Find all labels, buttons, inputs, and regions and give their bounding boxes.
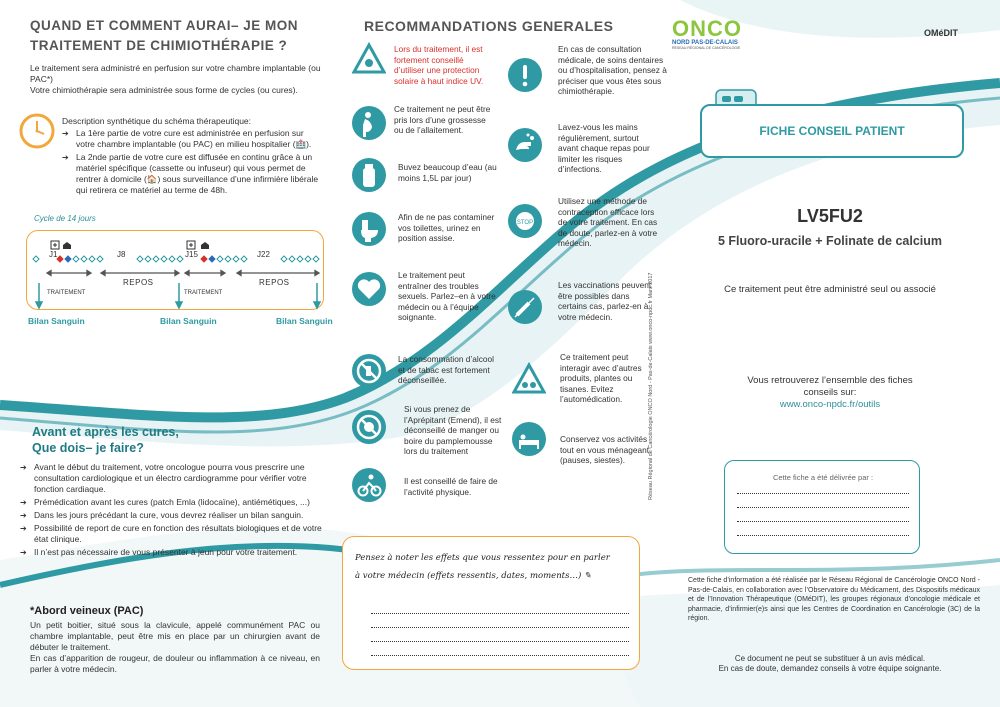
- rec-text-rest: Conservez vos activités tout en vous ménageant (pauses, siestes).: [560, 434, 650, 465]
- notes-box[interactable]: [342, 536, 640, 670]
- pills-warning-icon: [512, 362, 546, 396]
- no-grapefruit-icon: [352, 410, 386, 444]
- water-bottle-icon: [352, 158, 386, 192]
- cycling-icon: [352, 468, 386, 502]
- day-label: J1: [49, 250, 58, 259]
- traitement-label: TRAITEMENT: [184, 290, 223, 296]
- rec-text-cycling: Il est conseillé de faire de l’activité physique.: [404, 476, 498, 497]
- avant-item: ➔ Avant le début du traitement, votre oncologue pourra vous prescrire une consultation cardiologique et un électro cardiogramme pour vérifier votre fonction cardiaque.: [20, 462, 325, 495]
- delivered-line[interactable]: [737, 527, 909, 536]
- notes-line[interactable]: [371, 619, 629, 628]
- pac-text-line2: En cas d’apparition de rougeur, de douleur ou inflammation à ce niveau, en parler à votre médecin.: [30, 653, 320, 674]
- heart-icon: [352, 272, 386, 306]
- clock-icon: [18, 112, 56, 150]
- rec-text-sun: Lors du traitement, il est fortement conseillé d’utiliser une protection solaire à haut indice UV.: [394, 44, 484, 86]
- rec-text-grapefruit: Si vous prenez de l’Aprépitant (Emend), il est déconseillé de manger ou boire du pamplemousse lors du traitement: [404, 404, 502, 456]
- notes-title-line2-text: à votre médecin (effets ressentis, dates, moments…): [355, 571, 582, 581]
- rec-text-heart: Le traitement peut entraîner des troubles sexuels. Parlez–en à votre médecin ou à l’équipe soignante.: [398, 270, 496, 322]
- rec-text-contraception: Utilisez une méthode de contraception efficace lors de votre traitement. En cas de doute, parlez-en à votre médecin.: [558, 196, 658, 248]
- disclaimer-line2: En cas de doute, demandez conseils à votre équipe soignante.: [718, 664, 942, 673]
- avant-item: ➔ Il n’est pas nécessaire de vous présenter à jeun pour votre traitement.: [20, 547, 325, 558]
- left-title: [30, 16, 298, 56]
- intro-text: [30, 63, 325, 96]
- traitement-label: TRAITEMENT: [47, 290, 86, 296]
- rec-text-pregnancy: Ce traitement ne peut être pris lors d’une grossesse ou de l’allaitement.: [394, 104, 491, 135]
- pac-text: [30, 620, 320, 675]
- fiche-title: FICHE CONSEIL PATIENT: [759, 124, 905, 138]
- disclaimer-line1: Ce document ne peut se substituer à un avis médical.: [734, 654, 926, 663]
- delivered-line[interactable]: [737, 499, 909, 508]
- avant-title-line2: Que dois– je faire?: [32, 441, 144, 455]
- repos-label: REPOS: [259, 278, 290, 287]
- notes-line[interactable]: [371, 605, 629, 614]
- drug-subtitle: 5 Fluoro-uracile + Folinate de calcium: [717, 234, 943, 248]
- rec-text-toilet: Afin de ne pas contaminer vos toilettes, urinez en position assise.: [398, 212, 495, 243]
- retrouvez-line2: conseils sur:: [803, 387, 857, 398]
- rec-text-water: Buvez beaucoup d’eau (au moins 1,5L par jour): [398, 162, 497, 183]
- rec-text-interaction: Ce traitement peut interagir avec d’autres produits, plantes ou tisanes. Evitez l’automédication.: [560, 352, 642, 404]
- svg-text:STOP: STOP: [516, 220, 534, 226]
- cycle-diagram: [27, 231, 325, 311]
- pregnancy-icon: [352, 106, 386, 140]
- description-item: ➔ La 1ère partie de votre cure est administrée en perfusion sur votre chambre implantable (ou PAC) en milieu hospitalier (🏥).: [62, 128, 324, 150]
- onco-logo: [672, 16, 742, 50]
- retrouvez-line1: Vous retrouverez l’ensemble des fiches: [747, 375, 913, 386]
- retrouvez-block: [680, 375, 980, 411]
- rec-text-vaccination: Les vaccinations peuvent être possibles dans certains cas, parlez-en à votre médecin.: [558, 280, 652, 322]
- toilet-icon: [352, 212, 386, 246]
- website-link[interactable]: www.onco-npdc.fr/outils: [779, 399, 881, 410]
- rec-text-consultation: En cas de consultation médicale, de soins dentaires ou d’hospitalisation, pensez à préciser que vous êtes sous chimiothérapie.: [558, 44, 667, 96]
- repos-label: REPOS: [123, 278, 154, 287]
- intro-line1: Le traitement sera administré en perfusion sur votre chambre implantable (ou PAC*): [30, 63, 321, 84]
- fiche-title-box: [700, 104, 964, 158]
- rec-text-alcohol: La consommation d’alcool et de tabac est fortement déconseillée.: [398, 354, 494, 385]
- notes-title: [355, 549, 610, 585]
- pac-text-line1: Un petit boitier, situé sous la clavicule, appelé communément PAC ou chambre implantable, peut être mis en place par un chirurgien avant de débuter le traitement.: [30, 620, 320, 652]
- info-text: Cette fiche d’information a été réalisée par le Réseau Régional de Cancérologie ONCO Nord - Pas-de-Calais, en collaboration avec l’Observatoire du Médicament, des Dispositifs médicaux et de l’Innovation Thérapeutique (OMéDIT), les groupes régionaux d’oncologie médicale et pharmacie, d’infirmier(e)s ainsi que les Centres de Coordination en Cancérologie (3C) de la région.: [688, 577, 980, 622]
- left-title-line2: TRAITEMENT DE CHIMIOTHÉRAPIE ?: [30, 38, 288, 53]
- disclaimer: [680, 654, 980, 674]
- rest-bed-icon: [512, 422, 546, 456]
- exclamation-icon: [508, 58, 542, 92]
- notes-title-line1: Pensez à noter les effets que vous ressentez pour en parler: [355, 553, 610, 563]
- intro-line2: Votre chimiothérapie sera administrée sous forme de cycles (ou cures).: [30, 85, 298, 95]
- description-list: [62, 128, 324, 196]
- notes-title-line2: [355, 567, 610, 585]
- onco-logo-sub: NORD PAS-DE-CALAIS: [672, 40, 738, 46]
- avant-item: ➔ Possibilité de report de cure en fonction des résultats biologiques et de votre état clinique.: [20, 523, 325, 545]
- notes-line[interactable]: [371, 647, 629, 656]
- left-title-line1: QUAND ET COMMENT AURAI– JE MON: [30, 18, 299, 33]
- delivered-line[interactable]: [737, 485, 909, 494]
- hand-wash-icon: [508, 128, 542, 162]
- syringe-icon: [508, 290, 542, 324]
- avant-title: [32, 424, 179, 456]
- vertical-credit: Réseau Régional de Cancérologie ONCO Nord - Pas-de-Calais www.onco-npdc.fr Mars 2017: [648, 272, 654, 500]
- sun-warning-icon: [352, 42, 386, 76]
- drug-title: LV5FU2: [797, 206, 863, 226]
- cycle-timeline: [26, 230, 324, 310]
- onco-logo-sub2: RÉSEAU RÉGIONAL DE CANCÉROLOGIE: [672, 46, 741, 50]
- description-item: ➔ La 2nde partie de votre cure est diffusée en continu grâce à un matériel spécifique (cassette ou infuseur) qui vous permet de rentrer à domicile (🏠) sous surveillance d’une infirmière libérale qui retirera ce matériel au terme de 48h.: [62, 152, 324, 196]
- pencil-icon: ✎: [583, 571, 592, 581]
- description-block: [62, 116, 324, 198]
- day-label: J8: [117, 250, 126, 259]
- bilan-label: Bilan Sanguin: [276, 316, 333, 326]
- day-label: J15: [185, 250, 198, 259]
- contraception-icon: [508, 204, 542, 238]
- avant-item: ➔ Prémédication avant les cures (patch Emla (lidocaïne), antiémétiques, ...): [20, 497, 325, 508]
- admin-note: Ce traitement peut être administré seul ou associé: [724, 284, 936, 295]
- delivered-line[interactable]: [737, 513, 909, 522]
- description-title: Description synthétique du schéma thérapeutique:: [62, 116, 252, 126]
- notes-line[interactable]: [371, 633, 629, 642]
- omedit-logo: OMéDIT: [924, 28, 959, 38]
- onco-logo-text: ONCO: [672, 16, 742, 41]
- avant-item: ➔ Dans les jours précédant la cure, vous devrez réaliser un bilan sanguin.: [20, 510, 325, 521]
- rec-text-handwash: Lavez-vous les mains régulièrement, surtout avant chaque repas pour limiter les risques d’infections.: [558, 122, 650, 174]
- delivered-box[interactable]: [724, 460, 920, 554]
- bilan-label: Bilan Sanguin: [160, 316, 217, 326]
- bilan-label: Bilan Sanguin: [28, 316, 85, 326]
- delivered-label: Cette fiche a été délivrée par :: [772, 473, 874, 482]
- no-alcohol-icon: [352, 354, 386, 388]
- cycle-label: Cycle de 14 jours: [34, 214, 96, 223]
- recommendations-title: RECOMMANDATIONS GENERALES: [364, 18, 614, 34]
- pac-title: *Abord veineux (PAC): [30, 605, 144, 617]
- avant-title-line1: Avant et après les cures,: [32, 425, 179, 439]
- day-label: J22: [257, 250, 270, 259]
- avant-list: [20, 462, 325, 560]
